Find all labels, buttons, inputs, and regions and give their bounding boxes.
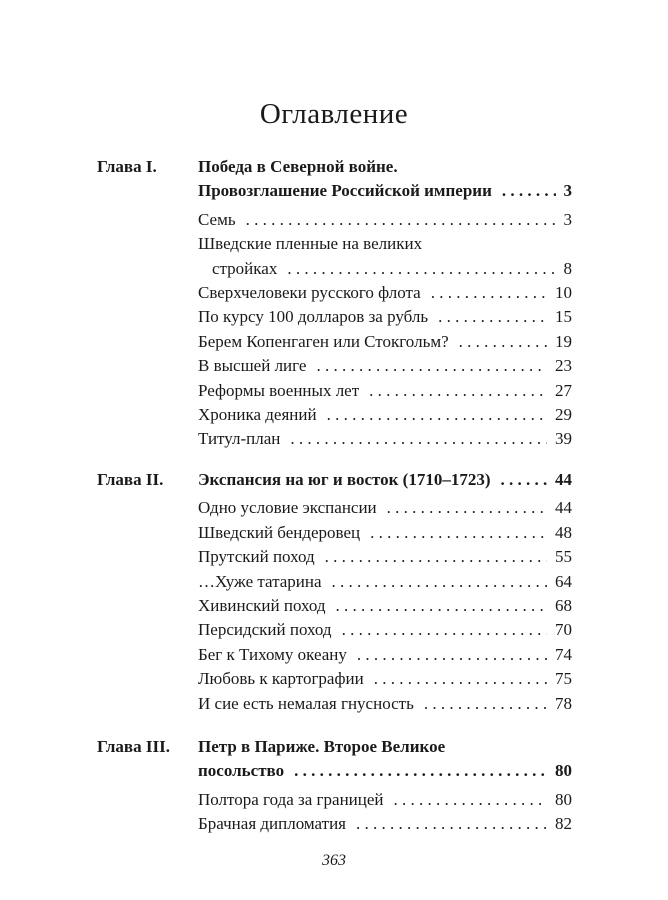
leader-dots [431,281,547,305]
toc-entry[interactable] [198,545,572,569]
leader-dots [356,812,547,836]
entry-title: стройках [212,258,278,278]
toc-entry[interactable] [198,281,572,305]
toc-entry[interactable] [198,403,572,427]
entry-page: 80 [555,789,572,809]
entry-page: 27 [555,380,572,400]
entry-title: Шведский бендеровец [198,522,361,542]
entry-title: И сие есть немалая гнусность [198,693,414,713]
leader-dots [327,403,547,427]
entry-page: 75 [555,669,572,689]
toc-entry[interactable] [198,521,572,545]
chapter-label: Глава II. [97,470,164,489]
leader-dots [316,354,547,378]
toc-entry[interactable] [198,257,572,281]
entry-page: 23 [555,356,572,376]
entry-title: Шведские пленные на великих [198,234,423,254]
chapter-heading-line[interactable] [198,759,572,783]
entry-title: Экспансия на юг и восток (1710–1723) [198,470,491,489]
entry-title: Бег к Тихому океану [198,644,347,664]
chapter-entries [198,468,572,716]
entry-title: Петр в Париже. Второе Великое [198,737,446,756]
entry-title: …Хуже татарина [198,571,322,591]
leader-dots [332,570,547,594]
entry-title: Прутский поход [198,547,315,567]
leader-dots [325,545,547,569]
chapter-heading-line[interactable] [198,155,572,179]
leader-dots [370,521,547,545]
entry-title: По курсу 100 долларов за рубль [198,307,429,327]
entry-page: 64 [555,571,572,591]
entry-title: Хивинский поход [198,596,326,616]
chapter-entries [198,735,572,837]
entry-title: Провозглашение Российской империи [198,181,492,201]
entry-page: 19 [555,331,572,351]
toc-entry[interactable] [198,305,572,329]
entry-title: Одно условие экспансии [198,498,377,518]
toc-entry[interactable] [198,788,572,812]
toc-entry[interactable] [198,812,572,836]
leader-dots [502,179,556,203]
leader-dots [287,257,555,281]
entry-page: 29 [555,405,572,425]
entry-page: 15 [555,307,572,327]
entry-title: Хроника деяний [198,405,317,425]
toc-entry[interactable] [198,208,572,232]
chapter-label: Глава III. [97,737,170,756]
toc-entry[interactable] [198,330,572,354]
leader-dots [369,379,547,403]
entry-page: 8 [563,258,572,278]
leader-dots [290,427,547,451]
entry-title: Победа в Северной войне. [198,157,398,176]
chapter-entries [198,155,572,452]
leader-dots [438,305,547,329]
entry-page: 74 [555,644,572,664]
leader-dots [294,759,547,783]
entry-title: Любовь к картографии [198,669,364,689]
entry-page: 80 [555,761,572,781]
toc-entry[interactable] [198,379,572,403]
entry-page: 68 [555,596,572,616]
leader-dots [387,496,547,520]
toc-entry[interactable] [198,594,572,618]
page-title: Оглавление [259,98,409,130]
entry-title: Семь [198,209,236,229]
entry-page: 48 [555,522,572,542]
chapter-heading-line[interactable] [198,179,572,203]
chapter-label: Глава I. [97,157,157,176]
entry-page: 82 [555,814,572,834]
toc-entry[interactable] [198,496,572,520]
page-number: 363 [322,852,346,869]
entry-page: 10 [555,283,572,303]
entry-title: Берем Копенгаген или Стокгольм? [198,331,449,351]
entry-title: Титул-план [198,429,281,449]
leader-dots [357,643,547,667]
chapter-heading-line[interactable] [198,468,572,492]
entry-title: посольство [198,761,285,781]
toc-entry[interactable] [198,618,572,642]
entry-title: Брачная дипломатия [198,814,346,834]
entry-page: 3 [563,209,572,229]
entry-page: 70 [555,620,572,640]
entry-page: 39 [555,429,572,449]
entry-page: 78 [555,693,572,713]
leader-dots [342,618,547,642]
chapter-heading-line[interactable] [198,735,572,759]
toc-entry[interactable] [198,667,572,691]
toc-entry[interactable] [198,354,572,378]
entry-title: В высшей лиге [198,356,307,376]
leader-dots [246,208,556,232]
leader-dots [374,667,547,691]
entry-title: Реформы военных лет [198,380,360,400]
entry-page: 44 [555,498,572,518]
entry-title: Персидский поход [198,620,332,640]
toc-entry[interactable] [198,643,572,667]
leader-dots [459,330,547,354]
toc-entry[interactable] [198,570,572,594]
entry-page: 55 [555,547,572,567]
leader-dots [336,594,547,618]
toc-entry[interactable] [198,692,572,716]
toc-entry[interactable] [198,427,572,451]
entry-title: Полтора года за границей [198,789,384,809]
leader-dots [394,788,547,812]
toc-entry[interactable] [198,232,572,256]
leader-dots [500,468,547,492]
entry-title: Сверхчеловеки русского флота [198,283,421,303]
leader-dots [424,692,547,716]
entry-page: 44 [555,470,572,489]
entry-page: 3 [563,181,572,201]
